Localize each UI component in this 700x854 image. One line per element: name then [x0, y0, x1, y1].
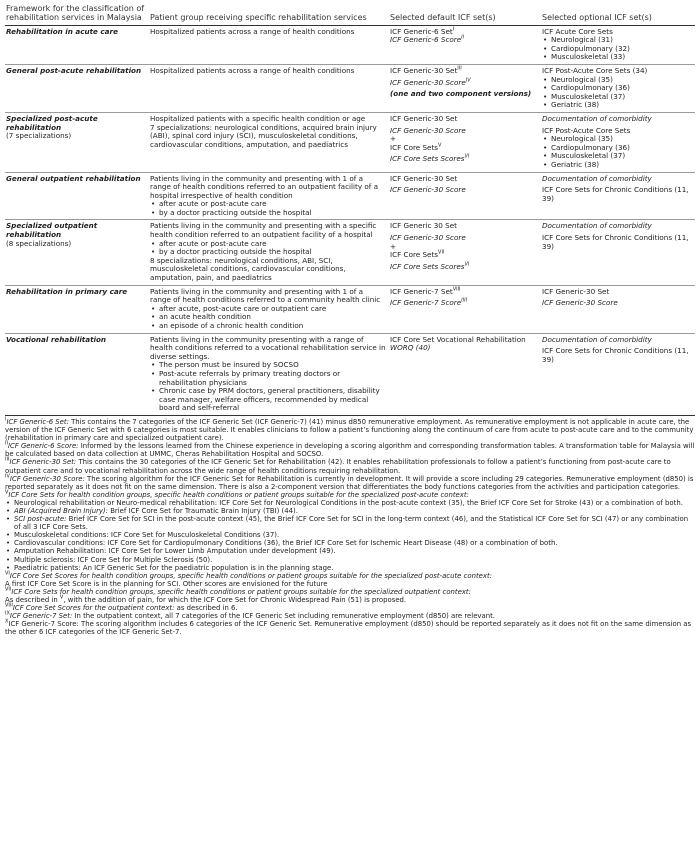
footnote: $^{IX}$ICF Generic-7 Set: In the outpatient context, all 7 categories of the ICF Generic Set including remunerative employment (d850) are relevant. — [5, 610, 495, 621]
default-plus: + — [390, 241, 397, 251]
list-item: • an acute health condition — [159, 313, 386, 322]
optional-list — [542, 36, 692, 62]
list-item: • Cardiovascular conditions: ICF Core Set for Cardiopulmonary Conditions (36), the Brief ICF Core Set for Ischemic Heart Disease (48) or a combination of both. — [14, 539, 695, 547]
list-item: • after acute, post-acute care or outpatient care — [159, 305, 386, 314]
patient-intro: Hospitalized patients with a specific health condition or age — [150, 113, 366, 123]
list-item: • The person must be insured by SOCSO — [159, 361, 386, 370]
footnote: $^I$ICF Generic-6 Set: This contains the 7 categories of the ICF Generic Set (ICF Generic-7) (41) minus d850 remunerative employment. As remunerative employment is not applicable in acute care, the version of the ICF Generic Set with 6 categories is most suitable. It enables clinicians to follow a patient’s functioning along the continuum of care from acute to post-acute care and to the community (rehabilitation in primary care and specialized outpatient care). — [5, 416, 694, 443]
framework-sub: (8 specializations) — [6, 238, 72, 248]
rehabilitation-icf-table — [5, 4, 695, 416]
default-score: ICF Generic-30 Score — [390, 125, 466, 135]
footnotes — [5, 418, 695, 637]
table-row — [5, 25, 695, 64]
list-item: • Musculoskeletal conditions: ICF Core Set for Musculoskeletal Conditions (37). — [14, 531, 695, 539]
patient-intro: Patients living in the community presenting with a range of health conditions referred to a vocational rehabilitation service in diverse settings. — [150, 334, 386, 361]
header-optional-icf: Selected optional ICF set(s) — [542, 13, 652, 23]
optional-list — [542, 135, 692, 169]
patient-intro: Hospitalized patients across a range of health conditions — [150, 65, 355, 75]
default-set: ICF Generic-30 Set — [390, 173, 458, 183]
table-row — [5, 220, 695, 285]
default-score: WORQ (40) — [390, 343, 431, 353]
table-row — [5, 172, 695, 220]
footnote: $^{VII}$ICF Core Sets for health condition groups, specific health conditions or patient groups suitable for the specialized outpatient context: — [5, 586, 471, 596]
header-framework: Framework for the classification of rehabilitation services in Malaysia — [6, 4, 145, 23]
footnote: $^X$ICF Generic-7 Score: The scoring algorithm includes 6 categories of the ICF Generic Set. Remunerative employment (d850) should be reported separately as it does not fit on the same dimension as the other 6 ICF categories of the ICF Generic Set-7. — [5, 618, 692, 637]
list-item: • Geriatric (38) — [551, 161, 692, 170]
list-item: • by a doctor practicing outside the hospital — [159, 248, 386, 257]
table-row — [5, 64, 695, 112]
optional-lead: Documentation of comorbidity — [542, 334, 652, 344]
default-core-scores: ICF Core Sets Scores$^{VI}$ — [390, 261, 470, 271]
optional-lead: Documentation of comorbidity — [542, 113, 652, 123]
optional-lead: Documentation of comorbidity — [542, 221, 652, 231]
optional-lead2: ICF Core Sets for Chronic Conditions (11, 39) — [542, 346, 689, 364]
framework-label: Vocational rehabilitation — [6, 334, 107, 344]
patient-intro: Hospitalized patients across a range of health conditions — [150, 26, 355, 36]
list-item: • Neurological (31) — [551, 36, 692, 45]
footnote: $^{IV}$ICF Generic-30 Score: The scoring algorithm for the ICF Generic Set for Rehabilitation is currently in development. It will provide a score including 29 categories. Remunerative employment (d850) is reported separately as it does not fit on the same dimension. There is also a 2-component version that differentiates the body functions categories from the activities and participation categories. — [5, 473, 694, 491]
footnote: $^{III}$ICF Generic-30 Set: This contains the 30 categories of the ICF Generic Set for Rehabilitation (42). It enables rehabilitation professionals to follow a patient’s functioning from post-acute care to outpatient care and to vocational rehabilitation across the wide range of health conditions requiring rehabilitation. — [5, 457, 671, 475]
optional-lead2: ICF Core Sets for Chronic Conditions (11, 39) — [542, 185, 689, 203]
framework-label: Rehabilitation in acute care — [6, 26, 118, 36]
default-core-sets: ICF Core Sets$^V$ — [390, 142, 442, 152]
patient-intro: Patients living in the community and presenting with 1 of a range of health conditions referred to a community health clinic — [150, 286, 381, 305]
list-item: • Cardiopulmonary (36) — [551, 84, 692, 93]
patient-list — [150, 200, 386, 217]
list-item: • Neurological (35) — [551, 76, 692, 85]
framework-sub: (7 specializations) — [6, 131, 72, 141]
footnote-text: A first ICF Core Set Score is in the planning for SCI. Other scores are envisioned for the future — [5, 579, 328, 588]
footnote: $^{VIII}$ICF Core Set Scores for the outpatient context: as described in 6. — [5, 602, 238, 613]
framework-label: Rehabilitation in primary care — [6, 286, 128, 296]
header-default-icf: Selected default ICF set(s) — [390, 13, 496, 23]
list-item: • Musculoskeletal (33) — [551, 53, 692, 62]
list-item: • Paediatric patients: An ICF Generic Set for the paediatric population is in the planning stage. — [14, 564, 695, 572]
list-item: • Post-acute referrals by primary treating doctors or rehabilitation physicians — [159, 370, 386, 387]
document-page — [5, 0, 695, 636]
table-row — [5, 333, 695, 415]
default-set: ICF Generic-30 Set$^{III}$ — [390, 65, 462, 75]
default-plus: + — [390, 134, 397, 144]
list-item: • Musculoskeletal (37) — [551, 93, 692, 102]
patient-extra: 8 specializations: neurological conditions, ABI, SCI, musculoskeletal conditions, cardiovascular conditions, amputation, pain, and paediatrics — [150, 255, 346, 283]
table-row — [5, 285, 695, 333]
list-item: • Neurological (35) — [551, 135, 692, 144]
list-item: • Cardiopulmonary (32) — [551, 45, 692, 54]
default-core-sets: ICF Core Sets$^{VII}$ — [390, 249, 445, 260]
patient-list — [150, 361, 386, 413]
framework-label: Specialized post-acute rehabilitation — [6, 113, 98, 132]
default-set: ICF Generic 30 Set — [390, 221, 457, 231]
footnote: $^V$ICF Core Sets for health condition groups, specific health conditions or patient groups suitable for the specialized post-acute context: — [5, 489, 469, 499]
default-score: ICF Generic-30 Score$^{IV}$ — [390, 77, 471, 87]
optional-list — [542, 76, 692, 110]
list-item: • by a doctor practicing outside the hospital — [159, 209, 386, 218]
framework-label: Specialized outpatient rehabilitation — [6, 221, 98, 240]
patient-list — [150, 305, 386, 331]
list-item: • Geriatric (38) — [551, 101, 692, 110]
footnote: $^{VI}$ICF Core Set Scores for health condition groups, specific health conditions or patient groups suitable for the specialized post-acute context: — [5, 570, 493, 580]
default-set: ICF Generic-6 Set$^I$ — [390, 26, 455, 36]
framework-label: General outpatient rehabilitation — [6, 173, 141, 183]
list-item: • SCI post-acute: Brief ICF Core Set for SCI in the post-acute context (45), the Brief ICF Core Set for SCI in the long-term context (46), and the Statistical ICF Core Set for SCI (47) or any combination of all 3 ICF Core Sets. — [14, 515, 695, 531]
list-item: • an episode of a chronic health condition — [159, 322, 386, 331]
patient-intro: Patients living in the community and presenting with a specific health condition referred to an outpatient facility of a hospital — [150, 221, 377, 240]
footnote-list — [5, 499, 695, 572]
default-score: ICF Generic-6 Score$^{II}$ — [390, 34, 465, 45]
default-score: ICF Generic-30 Score — [390, 233, 466, 243]
optional-lead2: ICF Generic-30 Score — [542, 298, 618, 308]
optional-lead: ICF Acute Core Sets — [542, 26, 613, 36]
optional-lead: ICF Post-Acute Core Sets (34) — [542, 65, 648, 75]
footnote: $^{II}$ICF Generic-6 Score: Informed by the lessons learned from the Chinese experience in developing a scoring algorithm and corresponding transformation tables. A transformation table for Malaysia will be calculated based on data collection at UMMC, Cheras Rehabilitation Hospital and SOCSO. — [5, 440, 695, 459]
table-row — [5, 112, 695, 172]
default-set: ICF Generic-30 Set — [390, 113, 458, 123]
list-item: • ABI (Acquired Brain Injury): Brief ICF Core Set for Traumatic Brain Injury (TBI) (44). — [14, 507, 695, 515]
list-item: • after acute or post-acute care — [159, 200, 386, 209]
default-set: ICF Generic-7 Set$^{VIII}$ — [390, 286, 461, 296]
list-item: • Amputation Rehabilitation: ICF Core Set for Lower Limb Amputation under development (49). — [14, 547, 695, 555]
optional-lead: Documentation of comorbidity — [542, 173, 652, 183]
patient-intro: Patients living in the community and presenting with 1 of a range of health conditions referred to an outpatient facility of a hospital irrespective of health condition — [150, 173, 378, 200]
default-note: (one and two component versions) — [390, 89, 532, 99]
list-item: • Cardiopulmonary (36) — [551, 144, 692, 153]
list-item: • Neurological rehabilitation or Neuro-medical rehabilitation: ICF Core Set for Neurological Conditions in the post-acute context (35), the Brief ICF Core Set for Stroke (43) or a combination of both. — [14, 499, 695, 507]
header-patient-group: Patient group receiving specific rehabilitation services — [150, 13, 367, 23]
default-score: ICF Generic-30 Score — [390, 185, 466, 195]
list-item: • after acute or post-acute care — [159, 240, 386, 249]
optional-lead2: ICF Core Sets for Chronic Conditions (11, 39) — [542, 233, 689, 251]
patient-list — [150, 240, 386, 257]
optional-lead2: ICF Post-Acute Core Sets — [542, 125, 631, 135]
list-item: • Musculoskeletal (37) — [551, 152, 692, 161]
default-core-scores: ICF Core Sets Scores$^{VI}$ — [390, 153, 470, 164]
optional-lead: ICF Generic-30 Set — [542, 286, 610, 296]
footnote-text: As described in $^V$, with the addition of pain, for which the ICF Core Set for Chronic Widespread Pain (51) is proposed. — [5, 594, 407, 604]
default-set: ICF Core Set Vocational Rehabilitation — [390, 334, 526, 344]
table-header-row — [5, 4, 695, 25]
list-item: • Chronic case by PRM doctors, general practitioners, disability case manager, welfare officers, recommended by medical board and self-referral — [159, 387, 386, 413]
patient-extra: 7 specializations: neurological conditions, acquired brain injury (ABI), spinal cord injury (SCI), musculoskeletal conditions, cardiovascular conditions, amputation, and paediatrics — [150, 122, 377, 149]
list-item: • Multiple sclerosis: ICF Core Set for Multiple Sclerosis (50). — [14, 556, 695, 564]
default-score: ICF Generic-7 Score$^{IIII}$ — [390, 297, 468, 308]
framework-label: General post-acute rehabilitation — [6, 65, 142, 75]
